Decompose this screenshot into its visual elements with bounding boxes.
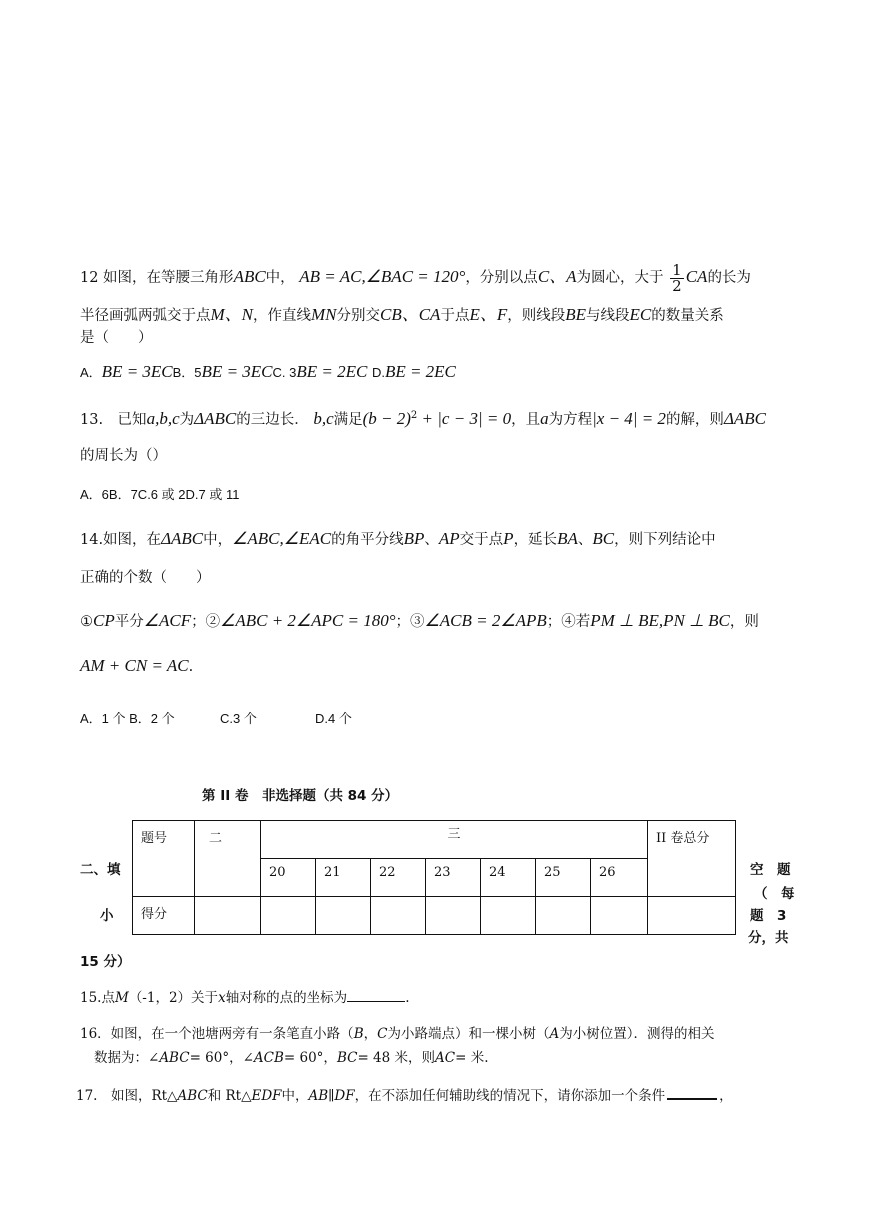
q16-text: = 60°， [283,1050,337,1066]
q16-text: ， [363,1026,378,1042]
sub-col-cell [481,859,536,897]
q12-options [80,362,456,382]
sub-col-label: 22 [379,865,396,880]
q14-text: ；④若 [546,614,591,630]
math-mn: MN [311,305,337,324]
q14-text: ，则 [729,614,759,630]
section-label-left-3 [80,950,131,970]
label-text: 小 [100,908,114,924]
q14-option-d: D.4 个 [315,711,352,726]
q12-text: 为圆心，大于 [576,270,664,286]
sub-col-cell [426,859,481,897]
q14-line1 [80,528,716,549]
fraction-numerator: 1 [672,260,682,279]
score-label-cell [133,897,195,935]
q14-text: . [188,659,194,675]
q14-text: ；② [191,614,221,630]
header-label: 题号 [141,831,168,846]
math-ap: AP [438,529,460,548]
label-text: 二、填 [80,862,121,878]
fraction-denominator: 2 [672,276,682,295]
q14-line2 [80,566,211,587]
q13-text: ，且 [511,412,541,428]
sub-col-label: 20 [269,865,286,880]
answer-blank[interactable] [347,989,405,1002]
sub-col-cell [371,859,426,897]
col-total-cell [648,821,736,897]
score-table [132,820,736,935]
q13-line1 [80,408,766,429]
math-vars: a,b,c [146,409,180,428]
math-c: C [377,1026,388,1042]
label-text: 空 题 [750,862,791,878]
math-b: B [353,1026,364,1042]
score-label: 得分 [141,907,168,922]
q12-text: ，分别以点 [465,270,538,286]
q16-text: 数据为：∠ [94,1050,160,1066]
q14-statements [80,610,759,631]
q14-text: 的角平分线 [331,532,404,548]
q14-text: ，则下列结论中 [614,532,716,548]
sub-col-label: 23 [434,865,451,880]
q13-text: 的解，则 [665,412,724,428]
q16-line2 [94,1046,489,1066]
math-m: M [114,990,129,1006]
q13-options [80,484,239,503]
score-cell[interactable] [591,897,648,935]
q14-statement-line2 [80,656,193,676]
q15-text: （-1，2）关于 [128,990,219,1006]
math-angles: ∠ABC,∠EAC [232,529,332,548]
math-abc: ABC [159,1050,190,1066]
q13-options-text: A．6B．7C.6 或 2D.7 或 11 [80,487,240,502]
math-cp: CP [93,611,115,630]
math-expression: (b − 2) [362,409,411,428]
math-triangle: ΔABC [194,409,237,428]
math-condition: AB = AC,∠BAC = 120° [299,267,466,286]
math-a: a [540,409,549,428]
option-label: B．5 [172,365,202,380]
section-label-right-3 [750,904,786,924]
math-p: P [503,529,514,548]
q14-text: 、 [424,532,439,548]
q15-text: 15.点 [80,990,115,1006]
score-cell[interactable] [426,897,481,935]
math-lines: CB、CA [380,305,441,324]
q13-text: 满足 [333,412,363,428]
score-cell[interactable] [536,897,591,935]
option-label: C. 3 [272,365,297,380]
q17-text: 和 Rt△ [207,1088,252,1104]
sub-col-cell [536,859,591,897]
q15-text: . [405,990,410,1006]
col-two: 二 [209,831,223,846]
sub-col-label: 25 [544,865,561,880]
math-bp: BP [403,529,425,548]
fraction-half [670,260,684,295]
math-angle: ∠ACF [143,611,192,630]
col-total: II 卷总分 [656,831,710,846]
section-heading-text: 第 II 卷 非选择题（共 84 分） [202,788,399,804]
math-acb: ACB [253,1050,284,1066]
math-bc: BC [336,1050,358,1066]
section-label-right-2 [754,882,795,902]
q14-text: 交于点 [459,532,504,548]
section-label-right-4 [748,926,789,946]
math-abc: ABC [233,267,266,286]
col-three: 三 [447,827,461,842]
q12-text: 是（ ） [80,330,153,346]
q16-text: 16．如图，在一个池塘两旁有一条笔直小路（ [80,1026,354,1042]
q13-text: 为方程 [548,412,593,428]
q16-text: = 48 米，则 [357,1050,436,1066]
q14-text: 14.如图，在 [80,532,162,548]
q13-text: 的三边长． [236,412,309,428]
math-expression: + |c − 3| = 0 [417,409,512,428]
option-label: D. [371,365,385,380]
option-d: BE = 2EC [384,362,456,381]
score-cell[interactable] [481,897,536,935]
math-exponent: 2 [410,410,418,422]
q14-text: 中， [203,532,233,548]
math-statement-4: PM ⊥ BE,PN ⊥ BC [590,611,730,630]
section-label-right-1 [750,858,791,878]
q12-text: ，作直线 [253,308,311,324]
q12-text: ，则线段 [507,308,566,324]
q17-text: ， [719,1088,733,1104]
math-conclusion: AM + CN = AC [80,656,189,675]
q14-text: ，延长 [513,532,558,548]
q12-text: 于点 [440,308,470,324]
math-ac: AC [435,1050,456,1066]
q12-text: 的数量关系 [651,308,724,324]
q12-text: 的长为 [707,270,751,286]
q12-line2 [80,300,724,325]
q13-line2 [80,444,167,465]
option-label: A． [80,365,102,380]
q14-text: 平分 [114,614,144,630]
math-statement-3: ∠ACB = 2∠APB [424,611,547,630]
q14-option-c: C.3 个 [220,711,257,726]
q15-line [80,986,409,1006]
q12-text: 半径画弧两弧交于点 [80,308,211,324]
q13-text: 的周长为（） [80,448,167,464]
q12-text: 分别交 [336,308,380,324]
q16-text: 为小路端点）和一棵小树（ [387,1026,550,1042]
q17-line [76,1084,733,1104]
math-edf: EDF [251,1088,282,1104]
section-heading [202,784,398,804]
sub-col-cell [591,859,648,897]
q13-text: 13. 已知 [80,412,147,428]
label-text: 题 3 [750,908,787,924]
math-a: A [549,1026,560,1042]
option-a: BE = 3EC [101,362,173,381]
label-text: 15 分） [80,954,131,970]
sub-col-label: 24 [489,865,506,880]
math-equation: |x − 4| = 2 [592,409,666,428]
score-cell[interactable] [316,897,371,935]
q17-text: ，在不添加任何辅助线的情况下，请你添加一个条件 [354,1088,666,1104]
score-cell[interactable] [371,897,426,935]
math-abc: ABC [177,1088,208,1104]
q14-text: 正确的个数（ ） [80,570,211,586]
section-label-left-1 [80,858,121,878]
q17-text: 中， [281,1088,309,1104]
math-be: BE [565,305,587,324]
q15-text: 轴对称的点的坐标为 [225,990,348,1006]
math-points: E、F [469,305,508,324]
math-bc: BC [592,529,615,548]
q14-text: ；③ [395,614,425,630]
col-three-cell [261,821,648,859]
math-points: C、A [537,267,577,286]
q17-text: 17. 如图，Rt△ [76,1088,178,1104]
math-points: M、N [210,305,253,324]
q14-options-ab: A．1 个 B．2 个 [80,711,175,726]
sub-col-label: 21 [324,865,341,880]
q12-line3 [80,326,153,347]
math-triangle: ΔABC [161,529,204,548]
section-label-left-2 [100,904,114,924]
option-b: BE = 3EC [201,362,273,381]
label-text: 分，共 [748,930,789,946]
math-ba: BA [557,529,578,548]
option-c: BE = 2EC [296,362,368,381]
math-statement-2: ∠ABC + 2∠APC = 180° [220,611,396,630]
label-text: （ 每 [754,886,795,902]
q12-text: 中， [265,270,295,286]
math-x: x [218,990,226,1006]
math-parallel: AB∥DF [308,1088,355,1104]
q12-text: 12 如图，在等腰三角形 [80,270,234,286]
q14-text: 、 [577,532,593,548]
sub-col-cell [261,859,316,897]
q14-options [80,708,352,727]
math-bc: b,c [313,409,334,428]
math-ec: EC [629,305,652,324]
q16-text: 为小树位置）．测得的相关 [559,1026,715,1042]
answer-blank[interactable] [667,1086,717,1100]
sub-col-cell [316,859,371,897]
math-ca: CA [685,267,708,286]
col-two-cell [195,821,261,897]
sub-col-label: 26 [599,865,616,880]
score-cell[interactable] [648,897,736,935]
header-label-cell [133,821,195,897]
q16-line1 [80,1022,714,1042]
q14-text: ① [80,614,93,630]
q13-text: 为 [179,412,195,428]
q16-text: = 米. [455,1050,489,1066]
q12-line1 [80,262,751,294]
score-cell[interactable] [195,897,261,935]
q12-text: 与线段 [586,308,630,324]
score-cell[interactable] [261,897,316,935]
q16-text: = 60°，∠ [189,1050,254,1066]
math-triangle: ΔABC [723,409,767,428]
